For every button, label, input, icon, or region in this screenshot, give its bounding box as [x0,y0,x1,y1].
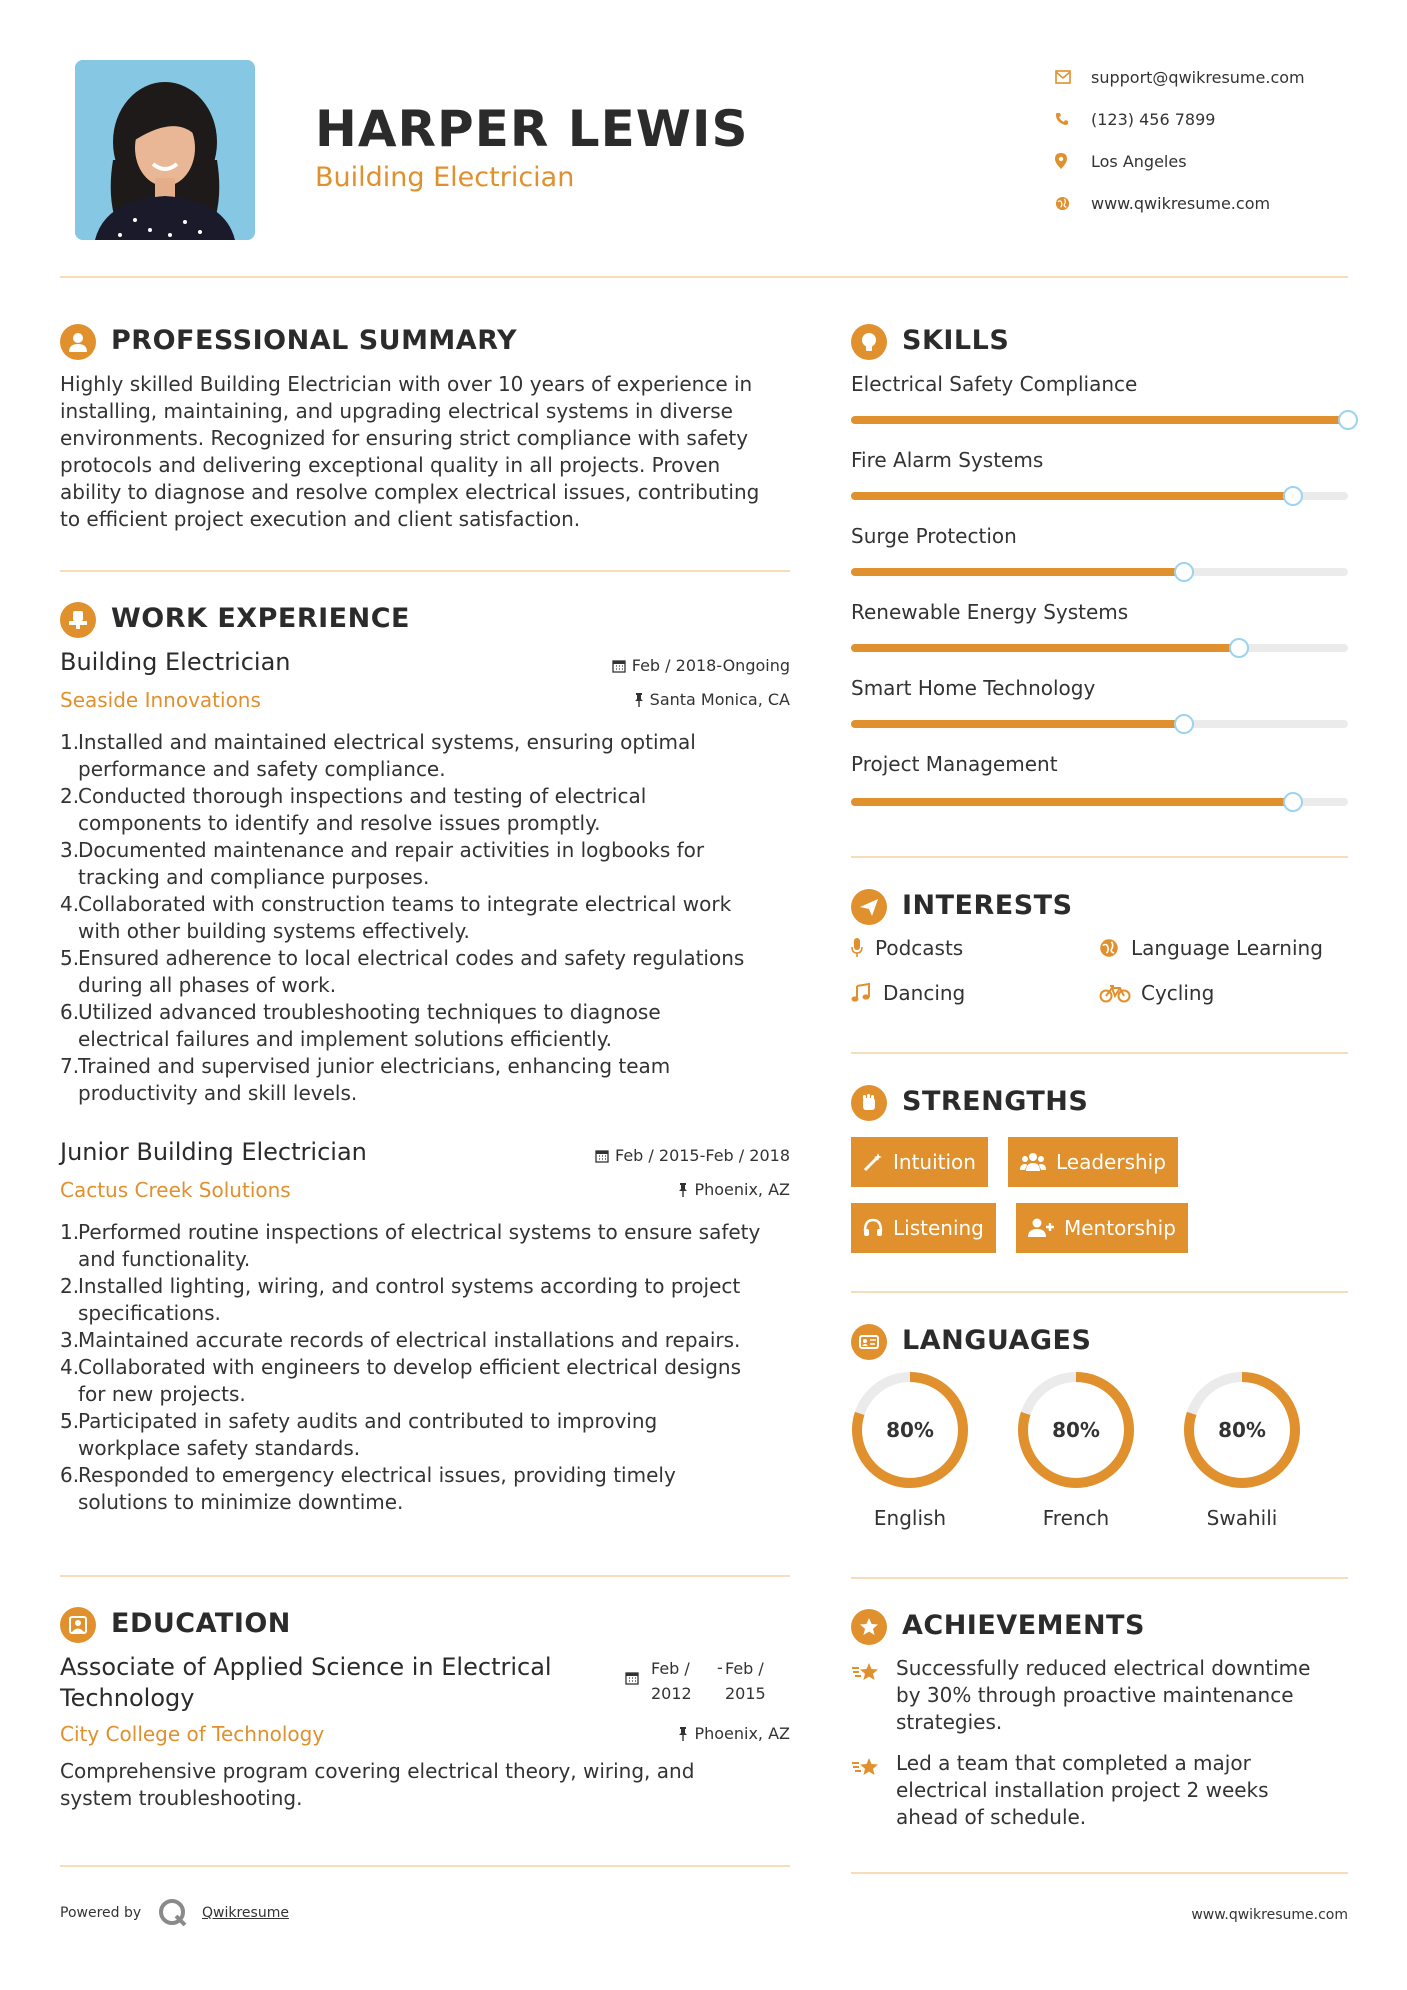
school-name: City College of Technology [60,1722,325,1746]
skill-bar-knob [1283,792,1303,812]
contact-website[interactable]: www.qwikresume.com [1055,182,1355,224]
interests-heading: INTERESTS [902,890,1073,921]
id-card-icon [851,1324,887,1360]
skill-bar [851,720,1348,728]
music-note-icon [851,983,871,1003]
skill-name: Renewable Energy Systems [851,600,1129,624]
summary-text: Highly skilled Building Electrician with over 10 years of experience in installing, maintaining, and upgrading electrical systems in diverse environments. Recognized for ensuring strict compliance with safety protocols and delivering exceptional quality in all projects. Proven ability to diagnose and resolve complex electrical issues, contributing to efficient project execution and client satisfaction. [60,372,760,531]
skill-bar-knob [1174,562,1194,582]
list-item: 5. Ensured adherence to local electrical codes and safety regulations during all phases of work. [60,946,745,997]
languages-divider [851,1577,1348,1579]
list-item: 2. Conducted thorough inspections and testing of electrical components to identify and resolve issues promptly. [60,784,647,835]
languages-heading: LANGUAGES [902,1325,1092,1356]
skill-bar-fill [851,416,1348,424]
skill-bar-fill [851,720,1184,728]
language-ring-french [1023,1377,1129,1483]
pushpin-icon [678,1727,688,1741]
achievement-item: Successfully reduced electrical downtime by 30% through proactive maintenance strategies. [896,1656,1311,1734]
skill-bar [851,416,1348,424]
skill-bar [851,492,1348,500]
calendar-icon [595,1149,609,1163]
briefcase-icon [60,602,96,638]
experience-divider [60,1575,790,1577]
shooting-star-icon [851,1755,881,1783]
job-location: Phoenix, AZ [590,1180,790,1199]
skill-bar-fill [851,568,1184,576]
candidate-title: Building Electrician [315,162,575,193]
strengths-divider [851,1291,1348,1293]
user-icon [60,324,96,360]
strength-chip: Intuition [851,1137,988,1187]
users-icon [1020,1152,1046,1172]
skill-bar-fill [851,798,1293,806]
interest-item: Podcasts [851,936,963,960]
list-item: 4. Collaborated with engineers to develop efficient electrical designs for new projects. [60,1355,741,1406]
degree-title: Associate of Applied Science in Electrical Technology [60,1653,552,1712]
skill-bar-knob [1229,638,1249,658]
job-title: Junior Building Electrician [60,1138,367,1166]
language-name: French [1042,1506,1110,1530]
summary-divider [60,570,790,572]
paper-plane-icon [851,889,887,925]
language-name: English [873,1506,947,1530]
calendar-icon [612,659,626,673]
contact-list [1055,56,1355,224]
language-percent: 80% [886,1418,934,1442]
education-start-date: Feb / 2012 [651,1659,692,1703]
contact-phone[interactable]: (123) 456 7899 [1055,98,1355,140]
footer-website-link[interactable]: www.qwikresume.com [1191,1907,1348,1923]
job-responsibilities [60,729,800,1107]
list-item: 4. Collaborated with construction teams to integrate electrical work with other building systems effectively. [60,892,732,943]
candidate-name: HARPER LEWIS [315,100,749,158]
powered-by-label: Powered by [60,1905,142,1921]
strength-chip: Listening [851,1203,996,1253]
skills-divider [851,856,1348,858]
education-description: Comprehensive program covering electrical theory, wiring, and system troubleshooting. [60,1759,695,1810]
shooting-star-icon [851,1660,881,1688]
strengths-heading: STRENGTHS [902,1086,1089,1117]
list-item: 5. Participated in safety audits and contributed to improving workplace safety standards. [60,1409,658,1460]
skill-bar [851,644,1348,652]
date-separator: - [717,1658,723,1677]
list-item: 3. Documented maintenance and repair activities in logbooks for tracking and compliance purposes. [60,838,705,889]
star-badge-icon [851,1609,887,1645]
pushpin-icon [678,1183,688,1197]
phone-icon [1055,112,1091,126]
summary-heading: PROFESSIONAL SUMMARY [111,325,518,356]
job-location: Santa Monica, CA [590,690,790,709]
skill-bar [851,798,1348,806]
list-item: 6. Responded to emergency electrical issues, providing timely solutions to minimize downtime. [60,1463,676,1514]
skill-name: Fire Alarm Systems [851,448,1044,472]
language-percent: 80% [1052,1418,1100,1442]
skill-name: Project Management [851,752,1058,776]
user-plus-icon [1028,1218,1054,1238]
list-item: 7. Trained and supervised junior electricians, enhancing team productivity and skill levels. [60,1054,671,1105]
language-name: Swahili [1206,1506,1278,1530]
list-item: 6. Utilized advanced troubleshooting techniques to diagnose electrical failures and implement solutions efficiently. [60,1000,661,1051]
strength-chip: Mentorship [1016,1203,1188,1253]
strength-chip: Leadership [1008,1137,1178,1187]
list-item: 1. Installed and maintained electrical systems, ensuring optimal performance and safety compliance. [60,730,696,781]
location-pin-icon [1055,153,1091,169]
language-ring-english [857,1377,963,1483]
job-company: Cactus Creek Solutions [60,1178,291,1202]
education-heading: EDUCATION [111,1608,291,1639]
achievements-divider [851,1872,1348,1874]
microphone-icon [851,938,863,958]
skill-bar-knob [1174,714,1194,734]
brand-link[interactable]: Qwikresume [202,1905,289,1921]
skill-bar-knob [1338,410,1358,430]
pushpin-icon [634,693,644,707]
interests-divider [851,1052,1348,1054]
language-ring-swahili [1189,1377,1295,1483]
interest-item: Language Learning [1099,936,1323,960]
profile-photo [75,60,255,240]
magic-wand-icon [863,1152,883,1172]
skill-name: Smart Home Technology [851,676,1096,700]
job-company: Seaside Innovations [60,688,261,712]
contact-location: Los Angeles [1055,140,1355,182]
globe-icon [1099,938,1119,958]
achievement-item: Led a team that completed a major electrical installation project 2 weeks ahead of schedule. [896,1751,1269,1829]
language-rings-svg [850,1370,1350,1500]
calendar-icon [625,1670,639,1689]
experience-heading: WORK EXPERIENCE [111,603,410,634]
job-date: Feb / 2015-Feb / 2018 [560,1146,790,1165]
graduation-cap-icon [60,1607,96,1643]
language-rings [850,1370,1350,1500]
envelope-icon [1055,70,1091,84]
skill-name: Electrical Safety Compliance [851,372,1138,396]
interest-item: Dancing [851,981,965,1005]
list-item: 3. Maintained accurate records of electrical installations and repairs. [60,1328,741,1352]
job-responsibilities [60,1219,805,1516]
job-date: Feb / 2018-Ongoing [590,656,790,675]
lightbulb-icon [851,324,887,360]
achievements-heading: ACHIEVEMENTS [902,1610,1145,1641]
bicycle-icon [1099,983,1131,1003]
skill-bar-knob [1283,486,1303,506]
skill-bar-fill [851,644,1239,652]
qwikresume-logo-icon[interactable] [157,1897,189,1933]
education-end-date: Feb / 2015 [725,1659,766,1703]
interest-item: Cycling [1099,981,1214,1005]
list-item: 2. Installed lighting, wiring, and control systems according to project specifications. [60,1274,741,1325]
contact-email[interactable]: support@qwikresume.com [1055,56,1355,98]
avatar [75,60,255,240]
list-item: 1. Performed routine inspections of electrical systems to ensure safety and functionality. [60,1220,761,1271]
language-percent: 80% [1218,1418,1266,1442]
skill-bar-fill [851,492,1293,500]
job-title: Building Electrician [60,648,291,676]
skill-name: Surge Protection [851,524,1017,548]
headphones-icon [863,1218,883,1238]
globe-icon [1055,196,1091,211]
skill-bar [851,568,1348,576]
fist-icon [851,1085,887,1121]
header-divider [60,276,1348,278]
education-location: Phoenix, AZ [590,1724,790,1743]
education-divider [60,1865,790,1867]
skills-heading: SKILLS [902,325,1010,356]
